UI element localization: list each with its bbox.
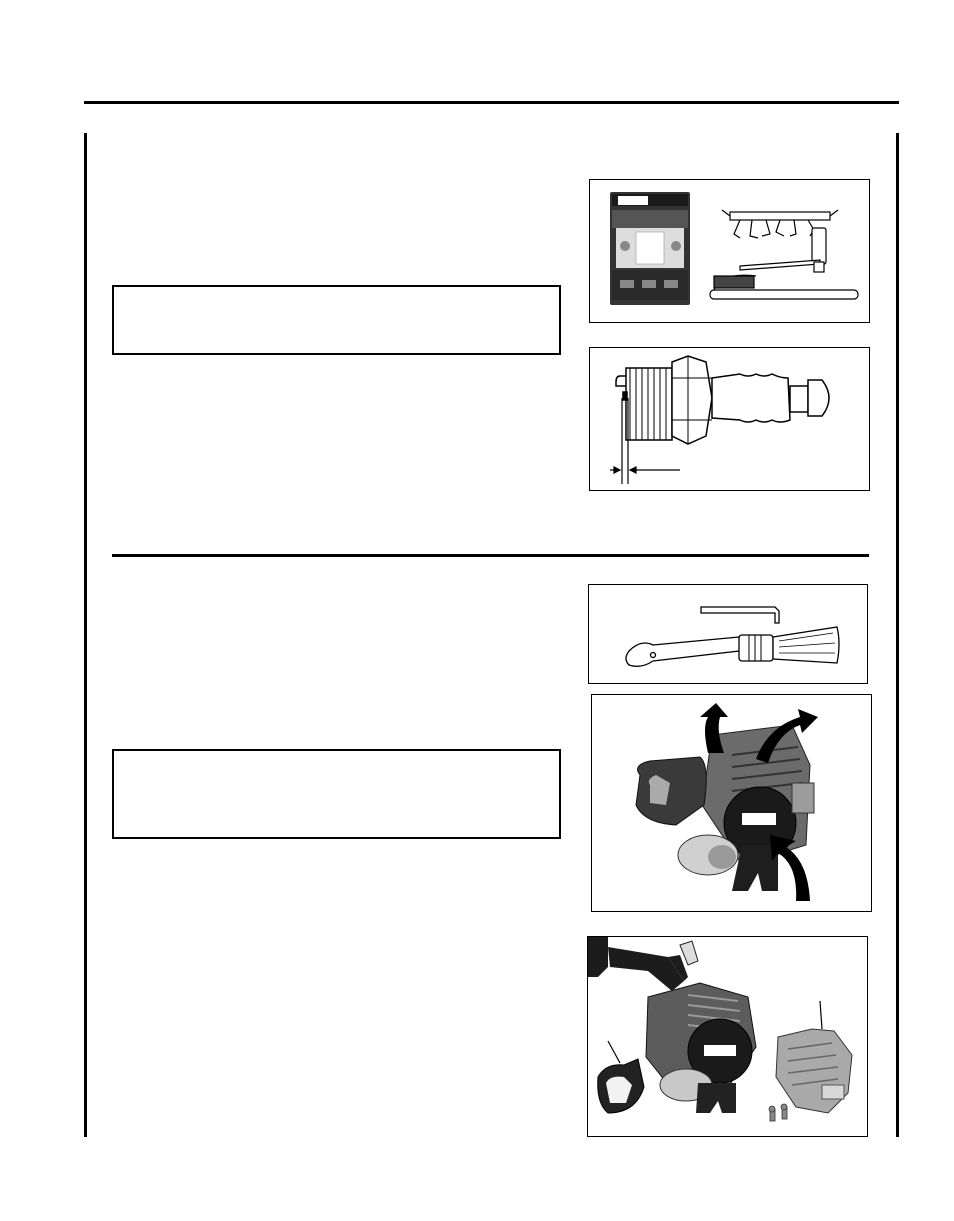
- right-margin-rule: [896, 133, 899, 1137]
- cleaning-tools-figure: [588, 584, 868, 684]
- section-divider: [112, 554, 869, 557]
- note-box-1: [112, 285, 561, 355]
- header-rule: [84, 101, 899, 104]
- spark-plug-gap-figure: [589, 347, 870, 491]
- echo-logo: [618, 196, 648, 205]
- engine-covers-figure: [591, 694, 872, 912]
- spark-plug-kit-figure: [589, 179, 870, 323]
- engine-disassembled-figure: [587, 936, 868, 1137]
- left-margin-rule: [84, 133, 87, 1137]
- note-box-2: [112, 749, 561, 839]
